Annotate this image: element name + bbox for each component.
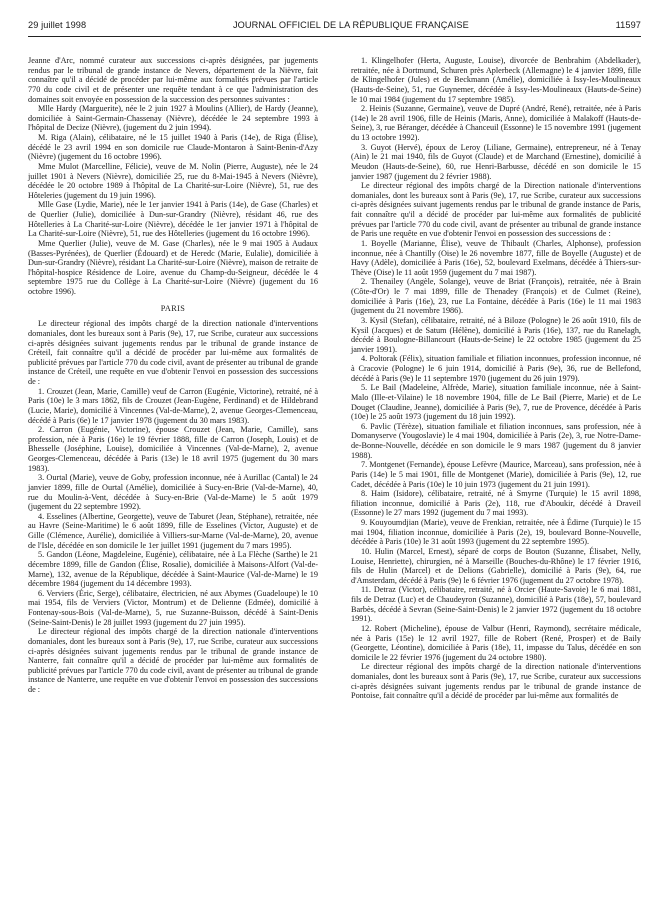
paragraph: Mme Mulot (Marcelline, Félicie), veuve de M. Nolin (Pierre, Auguste), née le 24 juillet 1901 à Nevers (Nièvre), domiciliée 25, rue du 8-Mai-1945 à Nevers (Nièvre), décédée le 20 octobre 1989 à l'hôpital de La Charité-sur-Loire (Nièvre), 51, rue des Hôteleries (jugement du 19 juin 1996). <box>28 161 318 200</box>
paragraph: Jeanne d'Arc, nommé curateur aux successions ci-après désignées, par jugements rendus par le tribunal de grande instance de Nevers, département de la Nièvre, fait connaître qu'il a décidé de procéder par lui-même aux formalités prévues par l'article 770 du code civil et de présenter une requête tendant à ce que l'administration des domaines soit envoyée en possession de la succession des personnes suivantes : <box>28 56 318 104</box>
paragraph: 6. Pavlic (Térèze), situation familiale et filiation inconnues, sans profession, née à Domanyserve (Yougoslavie) le 4 mai 1904, domiciliée à Paris (2e), 3, rue Notre-Dame-de-Bonne-Nouvelle, décédée en son domicile le 9 mars 1987 (jugement du 8 janvier 1988). <box>351 421 641 460</box>
paragraph: Le directeur régional des impôts chargé de la Direction nationale d'interventions domaniales, dont les bureaux sont à Paris (9e), 17, rue Scribe, curateur aux successions ci-après désignées suivant jugements rendus par le tribunal de grande instance de Paris, fait connaître qu'il a décidé de procéder par lui-même aux formalités de publicité prévues par l'article 770 du code civil, avant de présenter au tribunal de grande instance de Paris une requête en vue d'obtenir l'envoi en possession des successions de : <box>351 181 641 239</box>
left-column <box>28 56 318 888</box>
paragraph: 1. Crouzet (Jean, Marie, Camille) veuf de Carron (Eugénie, Victorine), retraité, né à Paris (10e) le 3 mars 1862, fils de Crouzet (Jean-Eugène, Ferdinand) et de Hildebrand (Lucie, Marie), domicilié à Vincennes (Val-de-Marne), 2, avenue Georges-Clemenceau, décédé à Paris (6e) le 17 janvier 1978 (jugement du 30 mars 1983). <box>28 386 318 425</box>
paragraph: Mlle Gase (Lydie, Marie), née le 1er janvier 1941 à Paris (14e), de Gase (Charles) et de Querlier (Julie), domiciliée à Dun-sur-Grandry (Nièvre), résidant 46, rue des Hôtelleries à La Charité-sur-Loire (Nièvre), décédée le 1er janvier 1971 à l'hôpital de La Charité-sur-Loire (Nièvre), 51, rue des Hôtelleries (jugement du 16 octobre 1996). <box>28 200 318 239</box>
paragraph: Le directeur régional des impôts chargé de la direction nationale d'interventions domaniales, dont les bureaux sont à Paris (9e), 17, rue Scribe, curateur aux successions ci-après désignées suivant jugements rendus par le tribunal de grande instance de Pontoise, fait connaître qu'il a décidé de procéder par lui-même aux formalités de <box>351 662 641 701</box>
header-page-number: 11597 <box>615 20 641 30</box>
paragraph: M. Riga (Alain), célibataire, né le 15 juillet 1940 à Paris (14e), de Riga (Élise), décédé le 23 avril 1994 en son domicile rue Claude-Montaron à Saint-Benin-d'Azy (Nièvre) (jugement du 16 octobre 1996). <box>28 133 318 162</box>
right-column <box>351 56 641 888</box>
paragraph: Mlle Hardy (Marguerite), née le 2 juin 1927 à Moulins (Allier), de Hardy (Jeanne), domiciliée à Saint-Germain-Chassenay (Nièvre), décédée le 24 septembre 1993 à l'hôpital de Decize (Nièvre), (jugement du 2 juin 1994). <box>28 104 318 133</box>
paragraph: Le directeur régional des impôts chargé de la direction nationale d'interventions domaniales, dont les bureaux sont à Paris (9e), 17, rue Scribe, curateur aux successions ci-après désignées suivant jugements rendus par le tribunal de grande instance de Nanterre, fait connaître qu'il a décidé de procéder par lui-même aux formalités de publicité prévues par l'article 770 du code civil, avant de présenter au tribunal de grande instance de Nanterre, une requête en vue d'obtenir l'envoi en possession des successions de : <box>28 627 318 694</box>
paragraph: 1. Klingelhofer (Herta, Auguste, Louise), divorcée de Benbrahim (Abdelkader), retraitée, née à Dortmund, Schuren près Aplerbeck (Allemagne) le 4 janvier 1899, fille de Klingelhofer (Jules) et de Beckmann (Amélie), domiciliée à Issy-les-Moulineaux (Hauts-de-Seine), 51, rue Guynemer, décédée à Issy-les-Moulineaux (Hauts-de-Seine) le 10 mai 1984 (jugement du 17 septembre 1985). <box>351 56 641 104</box>
section-heading-paris: PARIS <box>160 303 186 313</box>
paragraph: 12. Robert (Micheline), épouse de Valbur (Henri, Raymond), secrétaire médicale, née à Paris (15e) le 12 avril 1927, fille de Robert (René, Prosper) et de Baily (Georgette, Léontine), domiciliée à Paris (18e), 11, impasse du Talus, décédée en son domicile le 22 février 1976 (jugement du 24 octobre 1980). <box>351 623 641 662</box>
paragraph: 5. Le Bail (Madeleine, Alfrède, Marie), situation familiale inconnue, née à Saint-Malo (Ille-et-Vilaine) le 18 novembre 1904, fille de Le Bail (Pierre, Marie) et de Le Douget (Claudine, Jeanne), domiciliée à Paris (9e), 7, rue de Provence, décédée à Paris (10e) le 25 août 1973 (jugement du 18 juin 1992). <box>351 383 641 422</box>
paragraph: 2. Thenailey (Angèle, Solange), veuve de Briat (François), retraitée, née à Brain (Côte-d'Or) le 7 mai 1899, fille de Thenadey (François) et de Culmet (Reine), domiciliée à Paris (16e), 23, rue La Fontaine, décédée à Paris (16e) le 11 mai 1983 (jugement du 21 novembre 1986). <box>351 277 641 316</box>
paragraph: Mme Querlier (Julie), veuve de M. Gase (Charles), née le 9 mai 1905 à Audaux (Basses-Pyrénées), de Querlier (Édouard) et de Heredc (Marie, Eulalie), domiciliée à Dun-sur-Grandry (Nièvre), résidant La Charité-sur-Loire (Nièvre), maison de retraite de l'hôpital-hospice Résidence de Loire, avenue du Champ-du-Seigneur, décédée le 4 septembre 1975 rue du Collège à La Charité-sur-Loire (Nièvre) (jugement du 16 octobre 1996). <box>28 238 318 296</box>
paragraph: 10. Hulin (Marcel, Ernest), séparé de corps de Bouton (Suzanne, Élisabet, Nelly, Louise, Henriette), chirurgien, né à Marseille (Bouches-du-Rhône) le 17 février 1916, fils de Hulin (Marcel) et de Delions (Gabrielle), domicilié à Paris (9e), 64, rue d'Amsterdam, décédé à Paris (9e) le 6 février 1976 (jugement du 27 octobre 1978). <box>351 546 641 585</box>
paragraph: 2. Carron (Eugénie, Victorine), épouse Crouzet (Jean, Marie, Camille), sans profession, née à Paris (16e) le 19 février 1888, fille de Carron (Joseph, Louis) et de Bhesselle (Joséphine, Louise), domiciliée à Vincennes (Val-de-Marne), 2, avenue Georges-Clemenceau, décédée à Paris (13e) le 18 avril 1975 (jugement du 30 mars 1983). <box>28 425 318 473</box>
header-title: JOURNAL OFFICIEL DE LA RÉPUBLIQUE FRANÇAISE <box>232 20 469 30</box>
paragraph: 3. Ourtal (Marie), veuve de Goby, profession inconnue, née à Aurillac (Cantal) le 24 janvier 1899, fille de Ourtal (Amélie), domiciliée à Sucy-en-Brie (Val-de-Marne), 40, rue du Moulin-à-Vent, décédée à Sucy-en-Brie (Val-de-Marne) le 5 août 1979 (jugement du 22 septembre 1992). <box>28 473 318 512</box>
paragraph: 3. Guyot (Hervé), époux de Leroy (Liliane, Germaine), entrepreneur, né à Tenay (Ain) le 21 mai 1940, fils de Guyot (Claude) et de Marchand (Ernestine), domicilié à Meudon (Hauts-de-Seine), 60, rue Henri-Barbusse, décédé en son domicile le 15 janvier 1987 (jugement du 2 février 1988). <box>351 142 641 181</box>
header-rule <box>28 36 641 37</box>
paragraph: 6. Verviers (Éric, Serge), célibataire, électricien, né aux Abymes (Guadeloupe) le 10 mai 1954, fils de Verviers (Victor, Montrum) et de Delienne (Edmée), domicilié à Fontenay-sous-Bois (Val-de-Marne), 5, rue Suzanne-Buisson, décédé à Saint-Denis (Seine-Saint-Denis) le 28 juillet 1993 (jugement du 27 juin 1995). <box>28 588 318 627</box>
paragraph: 3. Kysil (Stefan), célibataire, retraité, né à Biloze (Pologne) le 26 août 1910, fils de Kysil (Jacques) et de Satum (Hélène), domicilié à Paris (16e), 137, rue du Ranelagh, décédé à Boulogne-Billancourt (Hauts-de-Seine) le 22 octobre 1985 (jugement du 25 janvier 1991). <box>351 315 641 354</box>
paragraph: 5. Gandon (Léone, Magdeleine, Eugénie), célibataire, née à La Flèche (Sarthe) le 21 décembre 1899, fille de Gandon (Élise, Rosalie), domiciliée à Maisons-Alfort (Val-de-Marne), 132, avenue de la République, décédée à Saint-Maurice (Val-de-Marne) le 19 décembre 1984 (jugement du 14 décembre 1993). <box>28 550 318 589</box>
paragraph: 11. Detraz (Victor), célibataire, retraité, né à Orcier (Haute-Savoie) le 6 mai 1881, fils de Detraz (Luc) et de Chaudeyron (Suzanne), domicilié à Paris (18e), 57, boulevard Barbès, décédé à Sevran (Seine-Saint-Denis) le 2 janvier 1972 (jugement du 18 octobre 1991). <box>351 585 641 624</box>
paragraph: 2. Heinis (Suzanne, Germaine), veuve de Dupré (André, René), retraitée, née à Paris (14e) le 28 avril 1906, fille de Heinis (Maris, Anne), domiciliée à Malakoff (Hauts-de-Seine), 3, rue Béranger, décédée à Chanceuil (Essonne) le 15 novembre 1991 (jugement du 13 octobre 1992). <box>351 104 641 142</box>
paragraph: 1. Boyelle (Marianne, Élise), veuve de Thibault (Charles, Alphonse), profession inconnue, née à Chantilly (Oise) le 26 novembre 1877, fille de Boyelle (Auguste) et de Havy (Adèle), domiciliée à Paris (16e), 52, boulevard Exelmans, décédée à Thiers-sur-Thève (Oise) le 11 août 1959 (jugement du 7 mai 1987). <box>351 238 641 277</box>
paragraph: 7. Montgenet (Fernande), épouse Lefèvre (Maurice, Marceau), sans profession, née à Paris (14e) le 5 mai 1901, fille de Montgenet (Marie), domiciliée à Paris (9e), 12, rue Cadet, décédée à Paris (10e) le 10 juin 1973 (jugement du 21 juin 1991). <box>351 460 642 489</box>
header-date: 29 juillet 1998 <box>28 20 87 30</box>
paragraph: Le directeur régional des impôts chargé de la direction nationale d'interventions domaniales, dont les bureaux sont à Paris (9e), 17, rue Scribe, curateur aux successions ci-après désignées suivant jugements rendus par le tribunal de grande instance de Créteil, fait connaître qu'il a décidé de procéder par lui-même aux formalités de publicité prévues par l'article 770 du code civil, avant de présenter au tribunal de grande instance de Créteil, une requête en vue d'obtenir l'envoi en possession des successions de : <box>28 319 318 386</box>
paragraph: 8. Haim (Isidore), célibataire, retraité, né à Smyrne (Turquie) le 15 avril 1898, filiation inconnue, domicilié à Paris (2e), 118, rue d'Aboukir, décédé à Draveil (Essonne) le 27 mars 1992 (jugement du 7 mai 1993). <box>351 489 641 518</box>
paragraph: 4. Poltorak (Félix), situation familiale et filiation inconnues, profession inconnue, né à Cracovie (Pologne) le 6 juin 1914, domicilié à Paris (9e), 36, rue de Bellefond, décédé à Paris (9e) le 11 septembre 1970 (jugement du 26 juin 1979). <box>351 354 641 383</box>
paragraph: 4. Esselines (Albertine, Georgette), veuve de Taburet (Jean, Stéphane), retraitée, née au Havre (Seine-Maritime) le 6 août 1899, fille de Esselines (Victor, Auguste) et de Gille (Clémence, Aurélie), domiciliée à Villiers-sur-Marne (Val-de-Marne), 20, avenue de l'Isle, décédée en son domicile le 1er juillet 1991 (jugement du 7 mars 1995). <box>28 511 318 550</box>
page-header <box>28 20 641 34</box>
paragraph: 9. Kouyoumdjian (Marie), veuve de Frenkian, retraitée, née à Édirne (Turquie) le 15 mai 1904, filiation inconnue, domiciliée à Paris (2e), 19, boulevard Bonne-Nouvelle, décédée à Paris (10e) le 31 août 1993 (jugement du 22 septembre 1995). <box>351 518 641 547</box>
